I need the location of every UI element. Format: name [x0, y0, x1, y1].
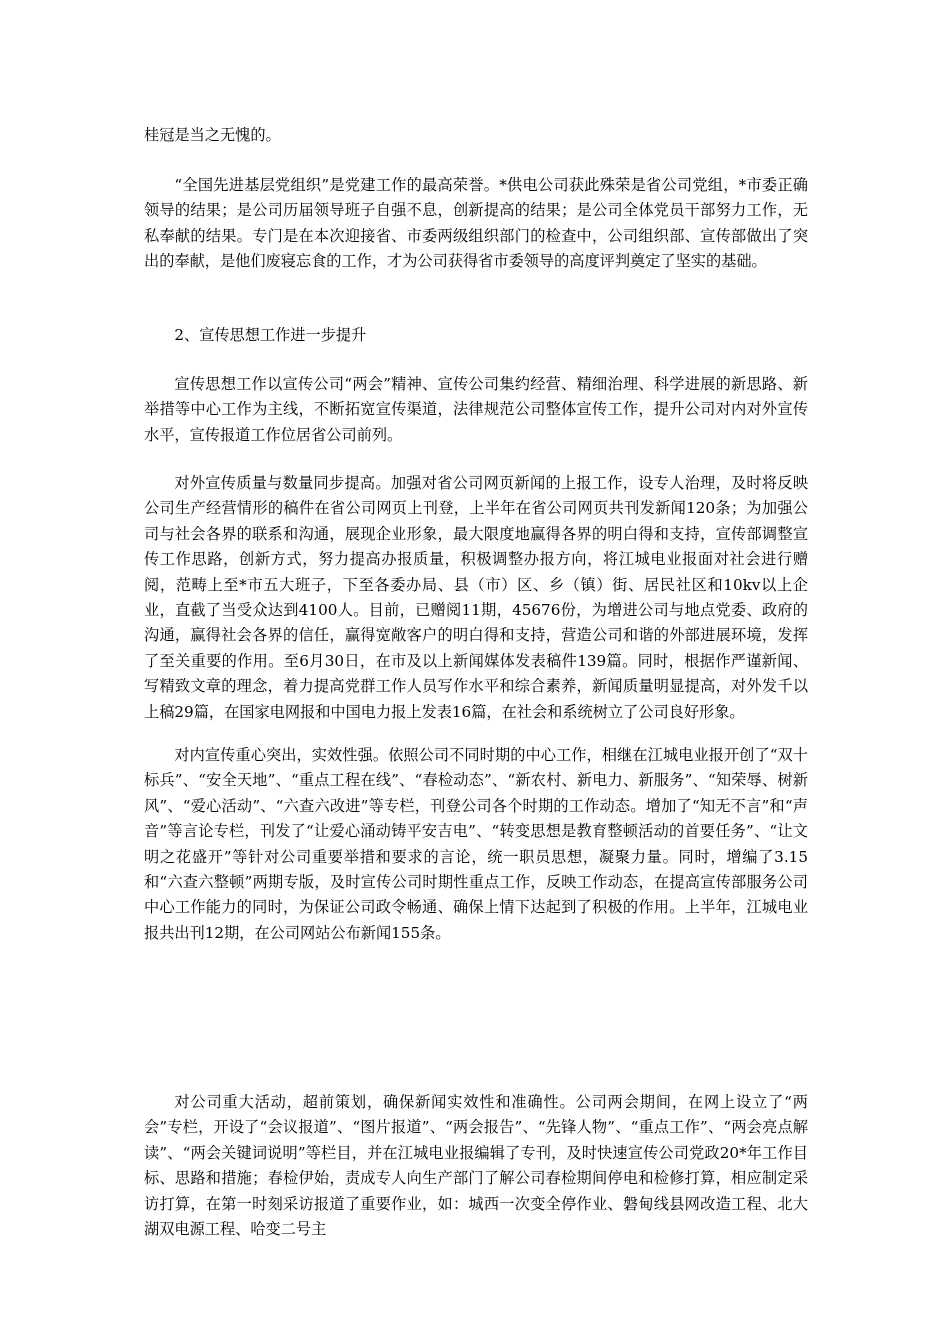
- paragraph-major-activities: 对公司重大活动，超前策划，确保新闻实效性和准确性。公司两会期间，在网上设立了“两会”专栏，开设了“会议报道”、“图片报道”、“两会报告”、“先锋人物”、“重点工作”、“两会亮点解读”、“两会关键词说明”等栏目，并在江城电业报编辑了专刊，及时快速宣传公司党政20*年工作目标、思路和措施；春检伊始，责成专人向生产部门了解公司春检期间停电和检修打算，相应制定采访打算，在第一时刻采访报道了重要作业，如：城西一次变全停作业、磐甸线县网改造工程、北大湖双电源工程、哈变二号主: [144, 1093, 808, 1239]
- paragraph-propaganda-overview: 宣传思想工作以宣传公司“两会”精神、宣传公司集约经营、精细治理、科学进展的新思路、新举措等中心工作为主线，不断拓宽宣传渠道，法律规范公司整体宣传工作，提升公司对内对外宣传水平，宣传报道工作位居省公司前列。: [144, 375, 808, 444]
- paragraph-party-honor: “全国先进基层党组织”是党建工作的最高荣誉。*供电公司获此殊荣是省公司党组，*市委正确领导的结果；是公司历届领导班子自强不息，创新提高的结果；是公司全体党员干部努力工作，无私奉献的结果。专门是在本次迎接省、市委两级组织部门的检查中，公司组织部、宣传部做出了突出的奉献，是他们废寝忘食的工作，才为公司获得省市委领导的高度评判奠定了坚实的基础。: [144, 176, 808, 271]
- paragraph-external-propaganda: 对外宣传质量与数量同步提高。加强对省公司网页新闻的上报工作，设专人治理，及时将反映公司生产经营情形的稿件在省公司网页上刊登，上半年在省公司网页共刊发新闻120条；为加强公司与社会各界的联系和沟通，展现企业形象，最大限度地赢得各界的明白得和支持，宣传部调整宣传工作思路，创新方式，努力提高办报质量，积极调整办报方向，将江城电业报面对社会进行赠阅，范畴上至*市五大班子，下至各委办局、县（市）区、乡（镇）街、居民社区和10kv以上企业，直截了当受众达到4100人。目前，已赠阅11期，45676份，为增进公司与地点党委、政府的沟通，赢得社会各界的信任，赢得宽敞客户的明白得和支持，营造公司和谐的外部进展环境，发挥了至关重要的作用。至6月30日，在市及以上新闻媒体发表稿件139篇。同时，根据作严谨新闻、写精致文章的理念，着力提高党群工作人员写作水平和综合素养，新闻质量明显提高，对外发千以上稿29篇，在国家电网报和中国电力报上发表16篇，在社会和系统树立了公司良好形象。: [144, 474, 808, 721]
- section-heading: 2、宣传思想工作进一步提升: [174, 326, 367, 344]
- paragraph-continuation: 桂冠是当之无愧的。: [144, 126, 281, 144]
- paragraph-internal-propaganda: 对内宣传重心突出，实效性强。依照公司不同时期的中心工作，相继在江城电业报开创了“双十标兵”、“安全天地”、“重点工程在线”、“春检动态”、“新农村、新电力、新服务”、“知荣辱、树新风”、“爱心活动”、“六查六改进”等专栏，刊登公司各个时期的工作动态。增加了“知无不言”和“声音”等言论专栏，刊发了“让爱心涌动铸平安吉电”、“转变思想是教育整顿活动的首要任务”、“让文明之花盛开”等针对公司重要举措和要求的言论，统一职员思想，凝聚力量。同时，增编了3.15和“六查六整顿”两期专版，及时宣传公司时期性重点工作，反映工作动态，在提高宣传部服务公司中心工作能力的同时，为保证公司政令畅通、确保上情下达起到了积极的作用。上半年，江城电业报共出刊12期，在公司网站公布新闻155条。: [144, 746, 808, 942]
